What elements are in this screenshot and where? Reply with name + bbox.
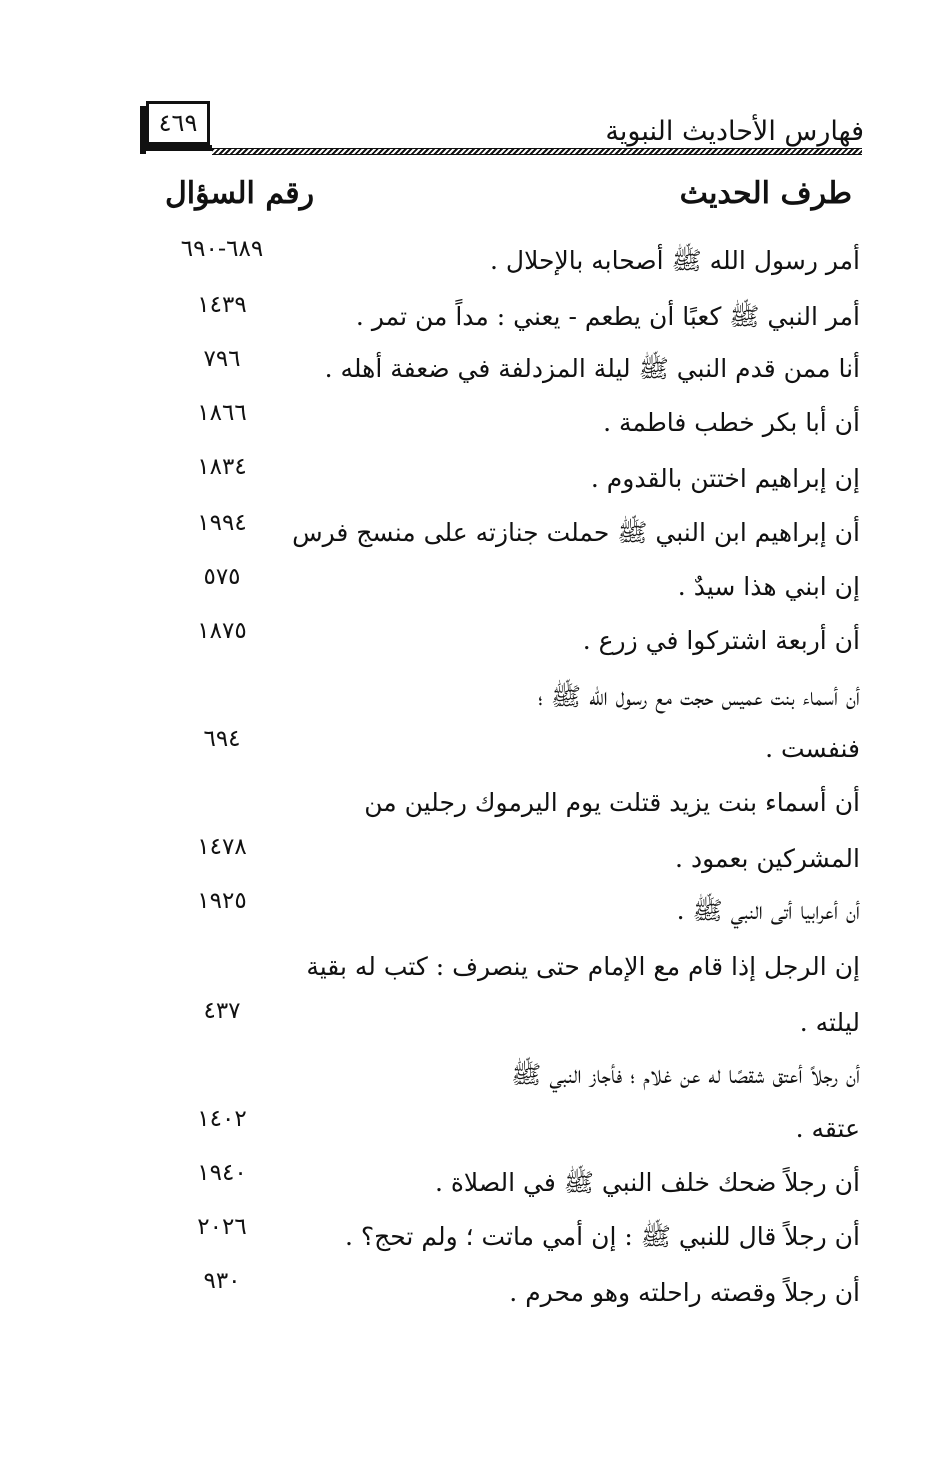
hadith-entry-continuation: ليلته . [799, 1008, 860, 1037]
question-number: ٤٣٧ [203, 998, 241, 1024]
hadith-entry-continuation: فنفست . [765, 734, 860, 763]
question-number: ١٩٢٥ [197, 888, 247, 914]
hadith-entry-continuation: المشركين بعمود . [675, 844, 860, 873]
hadith-entry-continuation: عتقه . [795, 1114, 860, 1143]
page-number: ٤٦٩ [146, 101, 210, 145]
question-number: ١٤٧٨ [197, 834, 247, 860]
hadith-entry-text: أن رجلاً أعتق شقصًا له عن غلام ؛ فأجاز النبي ﷺ [511, 1060, 860, 1089]
header-rule [212, 148, 862, 155]
question-number: ٧٩٦ [203, 346, 241, 372]
question-number: ١٩٩٤ [197, 510, 247, 536]
hadith-entry-text: أن أبا بكر خطب فاطمة . [603, 408, 860, 437]
hadith-entry-text: أن أسماء بنت عميس حجت مع رسول الله ﷺ ؛ [537, 682, 860, 711]
hadith-entry-text: إن ابني هذا سيدٌ . [677, 572, 860, 601]
hadith-entry-text: أن رجلاً ضحك خلف النبي ﷺ في الصلاة . [434, 1168, 860, 1197]
hadith-entry-text: أن رجلاً وقصته راحلته وهو محرم . [509, 1278, 860, 1307]
question-number: ٦٨٩-٦٩٠ [180, 236, 264, 262]
question-number: ١٤٣٩ [197, 292, 247, 318]
question-number: ١٨٦٦ [197, 400, 247, 426]
question-number: ٦٩٤ [203, 726, 241, 752]
question-number: ١٨٧٥ [197, 618, 247, 644]
question-number: ٥٧٥ [203, 564, 241, 590]
hadith-entry-text: أن رجلاً قال للنبي ﷺ : إن أمي ماتت ؛ ولم تحج؟ . [344, 1222, 860, 1251]
hadith-entry-text: أمر رسول الله ﷺ أصحابه بالإحلال . [490, 246, 860, 275]
hadith-entry-text: أن أسماء بنت يزيد قتلت يوم اليرموك رجلين من [364, 788, 860, 817]
hadith-column-heading: طرف الحديث [679, 176, 852, 211]
question-number: ١٩٤٠ [197, 1160, 247, 1186]
hadith-entry-text: أمر النبي ﷺ كعبًا أن يطعم - يعني : مداً من تمر . [355, 302, 860, 331]
hadith-entry-text: أن إبراهيم ابن النبي ﷺ حملت جنازته على منسج فرس [292, 518, 860, 547]
hadith-entry-text: أن أعرابيا أتى النبي ﷺ . [676, 896, 860, 925]
question-number: ٢٠٢٦ [197, 1214, 247, 1240]
question-number: ١٤٠٢ [197, 1106, 247, 1132]
running-title: فهارس الأحاديث النبوية [605, 116, 864, 147]
hadith-entry-text: أن أربعة اشتركوا في زرع . [582, 626, 860, 655]
question-number: ١٨٣٤ [197, 454, 247, 480]
hadith-entry-text: إن إبراهيم اختتن بالقدوم . [590, 464, 860, 493]
hadith-entry-text: أنا ممن قدم النبي ﷺ ليلة المزدلفة في ضعفة أهله . [324, 354, 860, 383]
hadith-entry-text: إن الرجل إذا قام مع الإمام حتى ينصرف : كتب له بقية [306, 952, 860, 981]
question-number-column-heading: رقم السؤال [165, 176, 315, 211]
question-number: ٩٣٠ [203, 1268, 241, 1294]
